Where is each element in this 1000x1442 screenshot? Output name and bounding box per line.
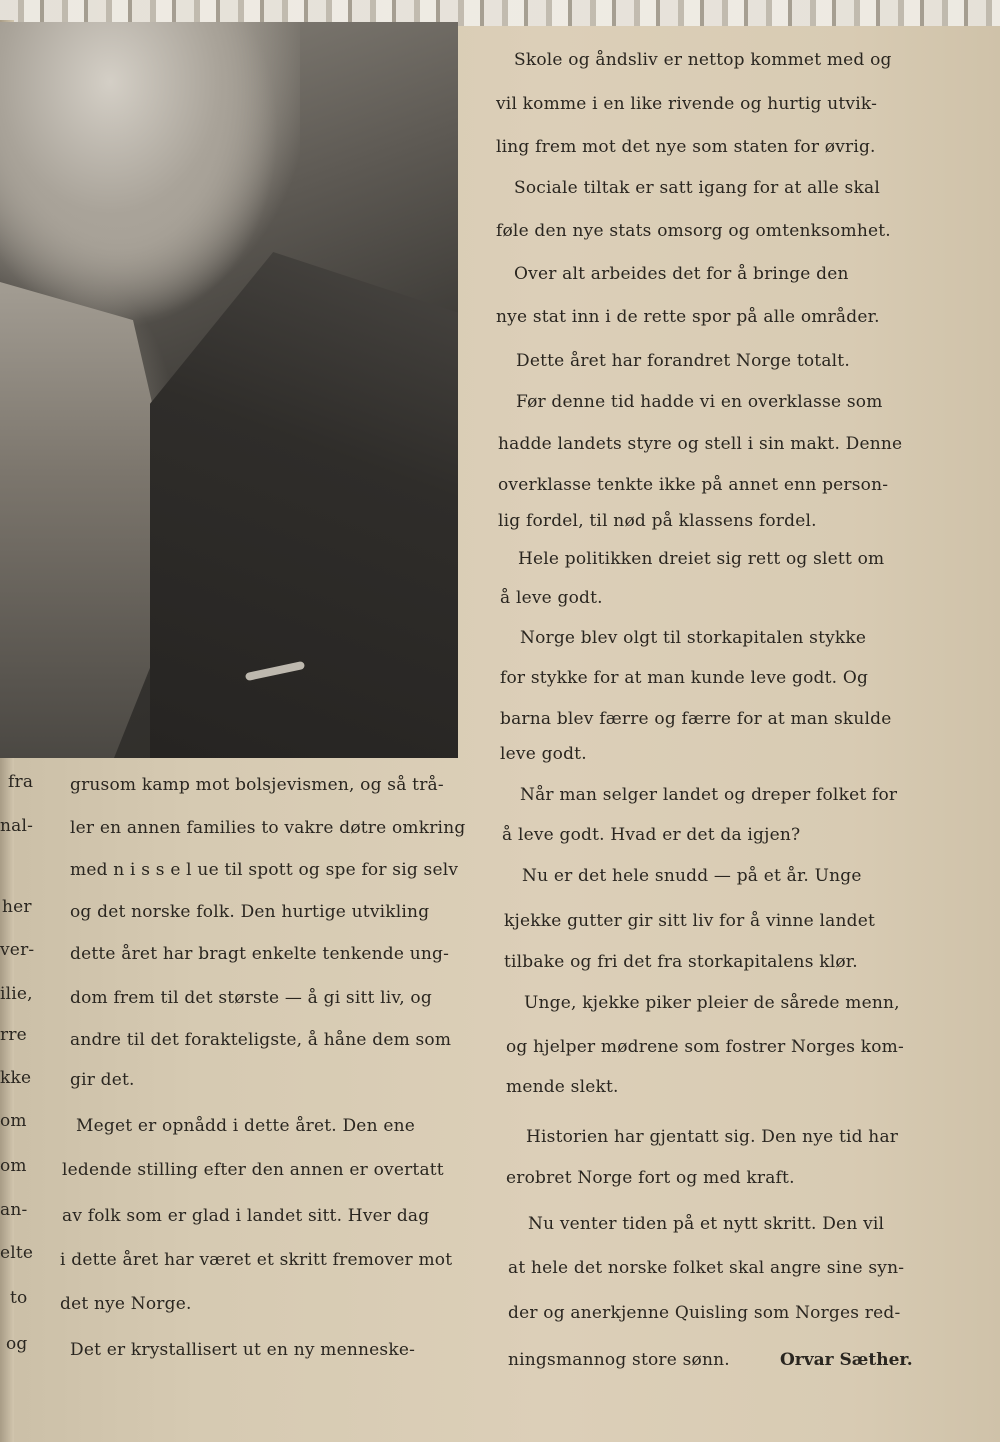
text-line: Før denne tid hadde vi en overklasse som	[516, 392, 883, 412]
text-line: i dette året har været et skritt fremover mot	[60, 1250, 453, 1270]
edge-fragment: an-	[0, 1200, 28, 1220]
edge-fragment: her	[2, 897, 32, 917]
text-line: ling frem mot det nye som staten for øvrig.	[496, 137, 876, 157]
text-line: ler en annen families to vakre døtre omkring	[70, 818, 466, 838]
text-line: kjekke gutter gir sitt liv for å vinne landet	[504, 911, 876, 931]
text-line: Meget er opnådd i dette året. Den ene	[76, 1116, 415, 1136]
text-line: hadde landets styre og stell i sin makt. Denne	[498, 434, 903, 454]
text-line: og hjelper mødrene som fostrer Norges kom-	[506, 1037, 904, 1057]
text-line: Historien har gjentatt sig. Den nye tid har	[526, 1127, 899, 1147]
edge-fragment: to	[10, 1288, 28, 1308]
edge-fragment: om	[0, 1156, 27, 1176]
text-line: Norge blev olgt til storkapitalen stykke	[520, 628, 867, 648]
text-line: tilbake og fri det fra storkapitalens klør.	[504, 952, 858, 972]
text-line: Når man selger landet og dreper folket for	[520, 785, 898, 805]
text-line: å leve godt.	[500, 588, 603, 608]
text-line: Dette året har forandret Norge totalt.	[516, 351, 850, 371]
text-line: ledende stilling efter den annen er overtatt	[62, 1160, 444, 1180]
edge-fragment: rre	[0, 1025, 27, 1045]
text-line: nye stat inn i de rette spor på alle områder.	[496, 307, 880, 327]
text-line: gir det.	[70, 1070, 135, 1090]
edge-fragment: om	[0, 1111, 27, 1131]
text-line: dette året har bragt enkelte tenkende ung-	[70, 944, 450, 964]
text-line: grusom kamp mot bolsjevismen, og så trå-	[70, 775, 444, 795]
text-line: Unge, kjekke piker pleier de sårede menn,	[524, 993, 900, 1013]
text-line: for stykke for at man kunde leve godt. Og	[500, 668, 869, 688]
photo-coat-area	[150, 252, 458, 758]
edge-fragment: fra	[8, 772, 34, 792]
edge-fragment: og	[6, 1334, 28, 1354]
text-line: der og anerkjenne Quisling som Norges red-	[508, 1303, 901, 1323]
edge-fragment: ver-	[0, 940, 35, 960]
text-line: leve godt.	[500, 744, 587, 764]
text-line: Over alt arbeides det for å bringe den	[514, 264, 849, 284]
text-line: lig fordel, til nød på klassens fordel.	[498, 511, 817, 531]
text-line: overklasse tenkte ikke på annet enn person-	[498, 475, 889, 495]
text-line: Sociale tiltak er satt igang for at alle skal	[514, 178, 880, 198]
text-line: av folk som er glad i landet sitt. Hver dag	[62, 1206, 430, 1226]
text-line: at hele det norske folket skal angre sine syn-	[508, 1258, 905, 1278]
text-line: Hele politikken dreiet sig rett og slett om	[518, 549, 885, 569]
author-signature: Orvar Sæther.	[780, 1350, 913, 1370]
text-line: dom frem til det største — å gi sitt liv, og	[70, 988, 432, 1008]
text-line: med n i s s e l ue til spott og spe for sig selv	[70, 860, 459, 880]
edge-fragment: kke	[0, 1068, 32, 1088]
text-line: Nu venter tiden på et nytt skritt. Den vil	[528, 1214, 885, 1234]
text-line: det nye Norge.	[60, 1294, 192, 1314]
text-line: å leve godt. Hvad er det da igjen?	[502, 825, 801, 845]
text-line: mende slekt.	[506, 1077, 619, 1097]
text-line: Nu er det hele snudd — på et år. Unge	[522, 866, 862, 886]
edge-fragment: ilie,	[0, 984, 33, 1004]
text-line: og det norske folk. Den hurtige utvikling	[70, 902, 430, 922]
portrait-photo	[0, 22, 458, 758]
text-line: Det er krystallisert ut en ny menneske-	[70, 1340, 416, 1360]
text-line: erobret Norge fort og med kraft.	[506, 1168, 795, 1188]
edge-fragment: nal-	[0, 816, 34, 836]
text-line: vil komme i en like rivende og hurtig utvik-	[496, 94, 878, 114]
text-line: Skole og åndsliv er nettop kommet med og	[514, 50, 892, 70]
edge-fragment: elte	[0, 1243, 34, 1263]
text-line: føle den nye stats omsorg og omtenksomhet.	[496, 221, 891, 241]
text-line: barna blev færre og færre for at man skulde	[500, 709, 892, 729]
text-line: andre til det forakteligste, å håne dem som	[70, 1030, 452, 1050]
text-line: ningsmannog store sønn.	[508, 1350, 730, 1370]
